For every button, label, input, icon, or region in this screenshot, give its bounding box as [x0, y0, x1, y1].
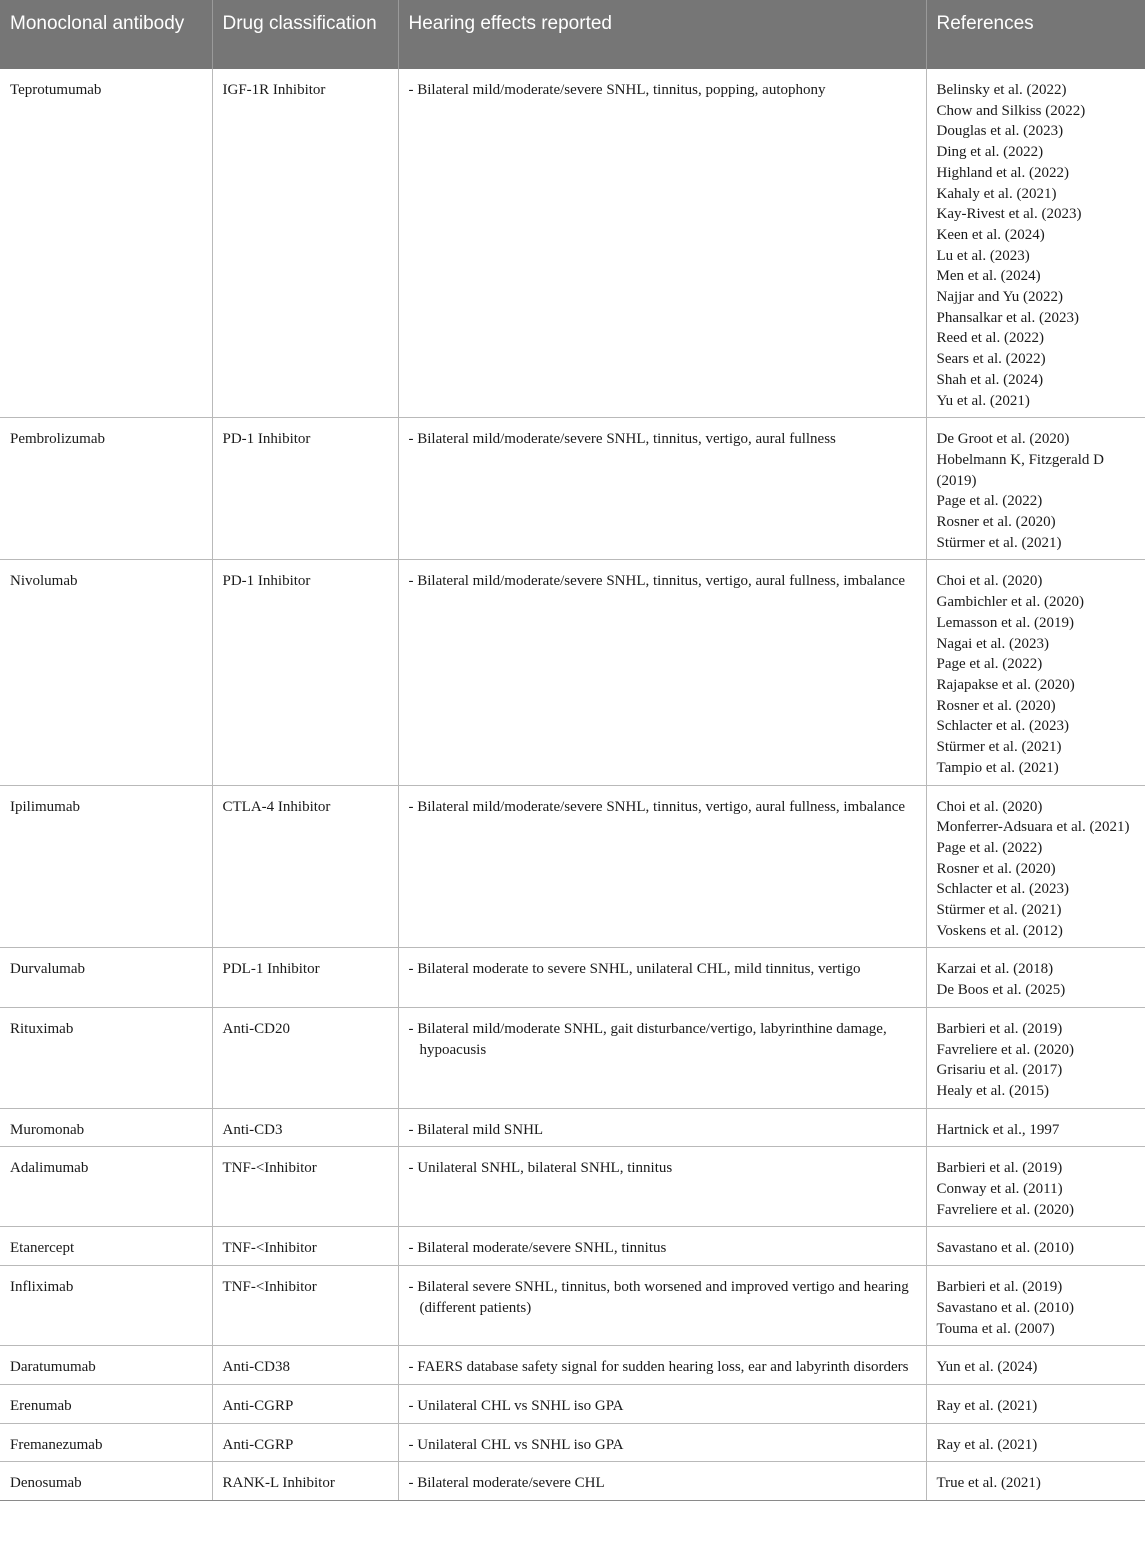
cell-effects: [398, 948, 926, 1007]
table-row: [0, 1384, 1145, 1423]
cell-antibody: Rituximab: [0, 1007, 212, 1108]
cell-references: [926, 1384, 1145, 1423]
reference-item: Nagai et al. (2023): [936, 635, 1049, 652]
reference-item: Najjar and Yu (2022): [936, 289, 1063, 306]
cell-antibody: Pembrolizumab: [0, 418, 212, 560]
cell-references: [926, 1266, 1145, 1346]
effect-text: - Bilateral mild/moderate/severe SNHL, tinnitus, vertigo, aural fullness, imbalance: [408, 798, 906, 815]
cell-classification: CTLA-4 Inhibitor: [212, 785, 398, 948]
cell-effects: [398, 1423, 926, 1462]
reference-item: Barbieri et al. (2019): [936, 1279, 1063, 1296]
reference-item: Gambichler et al. (2020): [936, 594, 1084, 611]
cell-references: [926, 1227, 1145, 1266]
cell-antibody: Teprotumumab: [0, 69, 212, 418]
cell-antibody: Etanercept: [0, 1227, 212, 1266]
table-header: [0, 0, 1145, 69]
reference-item: Douglas et al. (2023): [936, 123, 1064, 140]
reference-item: Lemasson et al. (2019): [936, 614, 1074, 631]
reference-item: Ray et al. (2021): [936, 1436, 1038, 1453]
effect-text: - Bilateral moderate to severe SNHL, unilateral CHL, mild tinnitus, vertigo: [408, 961, 861, 978]
cell-references: [926, 1108, 1145, 1147]
reference-item: Choi et al. (2020): [936, 573, 1043, 590]
reference-item: Favreliere et al. (2020): [936, 1201, 1074, 1218]
reference-item: Grisariu et al. (2017): [936, 1062, 1063, 1079]
cell-effects: [398, 785, 926, 948]
cell-antibody: Denosumab: [0, 1462, 212, 1501]
reference-item: Shah et al. (2024): [936, 371, 1044, 388]
effect-text: - Bilateral moderate/severe CHL: [408, 1475, 605, 1492]
effect-text: - Bilateral moderate/severe SNHL, tinnitus: [408, 1240, 667, 1257]
cell-antibody: Muromonab: [0, 1108, 212, 1147]
reference-item: Barbieri et al. (2019): [936, 1160, 1063, 1177]
reference-item: Rosner et al. (2020): [936, 697, 1056, 714]
reference-item: Savastano et al. (2010): [936, 1240, 1074, 1257]
cell-references: [926, 418, 1145, 560]
effect-text: - Bilateral mild/moderate/severe SNHL, tinnitus, popping, autophony: [408, 82, 826, 98]
reference-item: Karzai et al. (2018): [936, 961, 1054, 978]
table-row: [0, 560, 1145, 785]
reference-item: Favreliere et al. (2020): [936, 1041, 1074, 1058]
cell-classification: RANK-L Inhibitor: [212, 1462, 398, 1501]
table-row: [0, 1108, 1145, 1147]
header-antibody: Monoclonal antibody: [0, 0, 212, 69]
table-row: [0, 948, 1145, 1007]
cell-effects: [398, 1147, 926, 1227]
reference-item: Schlacter et al. (2023): [936, 881, 1069, 898]
reference-item: Kahaly et al. (2021): [936, 185, 1057, 202]
reference-item: De Groot et al. (2020): [936, 431, 1070, 448]
effect-text: - Unilateral SNHL, bilateral SNHL, tinnitus: [408, 1160, 673, 1177]
table-row: [0, 1346, 1145, 1385]
reference-item: Tampio et al. (2021): [936, 759, 1059, 776]
reference-item: Reed et al. (2022): [936, 330, 1044, 347]
header-effects: Hearing effects reported: [398, 0, 926, 69]
cell-effects: [398, 418, 926, 560]
cell-classification: TNF-<Inhibitor: [212, 1147, 398, 1227]
effect-text: - Bilateral mild/moderate/severe SNHL, tinnitus, vertigo, aural fullness, imbalance: [408, 573, 906, 590]
reference-item: Page et al. (2022): [936, 656, 1043, 673]
cell-references: [926, 1007, 1145, 1108]
reference-item: Page et al. (2022): [936, 839, 1043, 856]
reference-item: Ray et al. (2021): [936, 1397, 1038, 1414]
header-row: [0, 0, 1145, 69]
reference-item: Schlacter et al. (2023): [936, 718, 1069, 735]
effect-text: - Bilateral severe SNHL, tinnitus, both worsened and improved vertigo and hearing (different patients): [408, 1279, 909, 1316]
cell-references: [926, 948, 1145, 1007]
cell-effects: [398, 1108, 926, 1147]
cell-classification: Anti-CD38: [212, 1346, 398, 1385]
reference-item: Keen et al. (2024): [936, 226, 1045, 243]
effect-text: - Bilateral mild/moderate SNHL, gait disturbance/vertigo, labyrinthine damage, hypoacusis: [408, 1020, 887, 1058]
cell-classification: TNF-<Inhibitor: [212, 1266, 398, 1346]
reference-item: Rosner et al. (2020): [936, 514, 1056, 531]
reference-item: Hartnick et al., 1997: [936, 1121, 1060, 1138]
cell-references: [926, 1147, 1145, 1227]
table-row: [0, 785, 1145, 948]
reference-item: Stürmer et al. (2021): [936, 902, 1062, 919]
reference-item: Phansalkar et al. (2023): [936, 309, 1079, 326]
table-row: [0, 1462, 1145, 1501]
cell-classification: Anti-CD3: [212, 1108, 398, 1147]
cell-effects: [398, 1266, 926, 1346]
reference-item: Ding et al. (2022): [936, 144, 1044, 161]
effect-text: - FAERS database safety signal for sudden hearing loss, ear and labyrinth disorders: [408, 1359, 909, 1376]
effect-text: - Bilateral mild/moderate/severe SNHL, tinnitus, vertigo, aural fullness: [408, 431, 836, 448]
cell-classification: Anti-CGRP: [212, 1384, 398, 1423]
cell-references: [926, 1423, 1145, 1462]
reference-item: Conway et al. (2011): [936, 1181, 1063, 1198]
reference-item: Touma et al. (2007): [936, 1320, 1055, 1337]
reference-item: Barbieri et al. (2019): [936, 1020, 1063, 1037]
cell-antibody: Durvalumab: [0, 948, 212, 1007]
cell-effects: [398, 1227, 926, 1266]
cell-classification: PD-1 Inhibitor: [212, 418, 398, 560]
reference-item: Choi et al. (2020): [936, 798, 1043, 815]
reference-item: Stürmer et al. (2021): [936, 534, 1062, 551]
reference-item: Men et al. (2024): [936, 268, 1041, 285]
table-row: [0, 418, 1145, 560]
reference-item: Lu et al. (2023): [936, 247, 1030, 264]
reference-item: Page et al. (2022): [936, 493, 1043, 510]
effect-text: - Bilateral mild SNHL: [408, 1121, 544, 1138]
cell-effects: [398, 1346, 926, 1385]
cell-references: [926, 560, 1145, 785]
effect-text: - Unilateral CHL vs SNHL iso GPA: [408, 1436, 624, 1453]
cell-antibody: Adalimumab: [0, 1147, 212, 1227]
reference-item: Kay-Rivest et al. (2023): [936, 206, 1082, 223]
table-row: [0, 1007, 1145, 1108]
reference-item: Chow and Silkiss (2022): [936, 102, 1086, 119]
reference-item: Healy et al. (2015): [936, 1082, 1049, 1099]
cell-classification: PDL-1 Inhibitor: [212, 948, 398, 1007]
reference-item: Savastano et al. (2010): [936, 1299, 1074, 1316]
reference-item: Voskens et al. (2012): [936, 922, 1063, 939]
reference-item: De Boos et al. (2025): [936, 982, 1066, 999]
cell-classification: Anti-CGRP: [212, 1423, 398, 1462]
cell-effects: [398, 69, 926, 418]
cell-references: [926, 69, 1145, 418]
cell-references: [926, 1346, 1145, 1385]
cell-references: [926, 785, 1145, 948]
cell-antibody: Infliximab: [0, 1266, 212, 1346]
cell-effects: [398, 560, 926, 785]
cell-classification: Anti-CD20: [212, 1007, 398, 1108]
cell-classification: IGF-1R Inhibitor: [212, 69, 398, 418]
cell-effects: [398, 1462, 926, 1501]
cell-classification: TNF-<Inhibitor: [212, 1227, 398, 1266]
table-row: [0, 1266, 1145, 1346]
effect-text: - Unilateral CHL vs SNHL iso GPA: [408, 1397, 624, 1414]
table-body: [0, 69, 1145, 1501]
table-row: [0, 69, 1145, 418]
reference-item: Hobelmann K, Fitzgerald D (2019): [936, 451, 1104, 489]
cell-antibody: Fremanezumab: [0, 1423, 212, 1462]
reference-item: Rajapakse et al. (2020): [936, 676, 1075, 693]
reference-item: Belinsky et al. (2022): [936, 82, 1067, 98]
cell-effects: [398, 1384, 926, 1423]
reference-item: Sears et al. (2022): [936, 351, 1046, 368]
cell-effects: [398, 1007, 926, 1108]
table-row: [0, 1147, 1145, 1227]
reference-item: True et al. (2021): [936, 1475, 1041, 1492]
header-classification: Drug classification: [212, 0, 398, 69]
cell-antibody: Erenumab: [0, 1384, 212, 1423]
table-row: [0, 1227, 1145, 1266]
cell-antibody: Nivolumab: [0, 560, 212, 785]
reference-item: Stürmer et al. (2021): [936, 739, 1062, 756]
cell-references: [926, 1462, 1145, 1501]
header-references: References: [926, 0, 1145, 69]
reference-item: Rosner et al. (2020): [936, 860, 1056, 877]
reference-item: Yun et al. (2024): [936, 1359, 1038, 1376]
cell-antibody: Ipilimumab: [0, 785, 212, 948]
reference-item: Monferrer-Adsuara et al. (2021): [936, 819, 1130, 836]
reference-item: Yu et al. (2021): [936, 392, 1030, 409]
cell-classification: PD-1 Inhibitor: [212, 560, 398, 785]
table-row: [0, 1423, 1145, 1462]
cell-antibody: Daratumumab: [0, 1346, 212, 1385]
reference-item: Highland et al. (2022): [936, 164, 1069, 181]
